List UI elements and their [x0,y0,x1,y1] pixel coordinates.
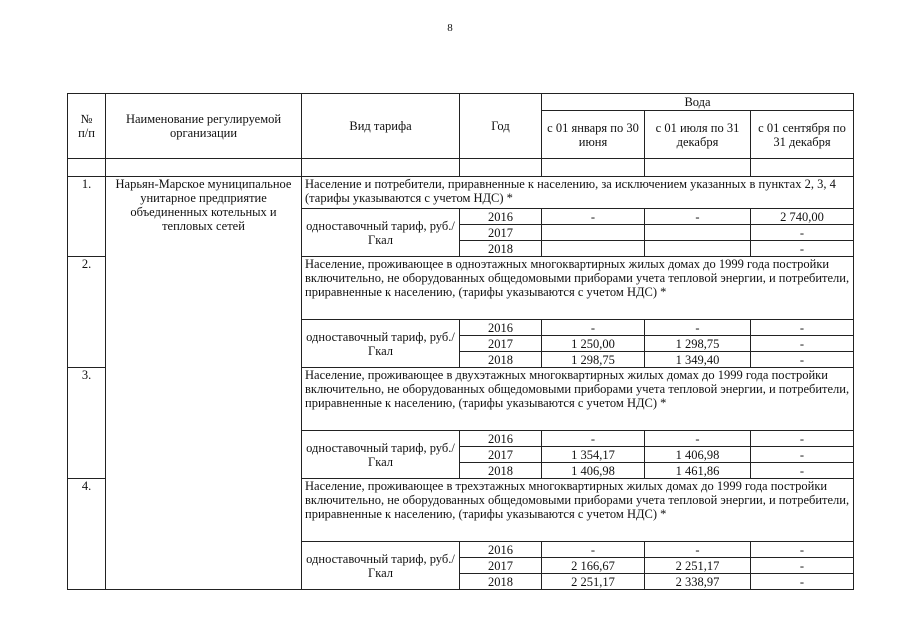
value-jan-jun: 1 354,17 [542,447,645,463]
year-cell: 2016 [460,431,542,447]
header-period-2: с 01 июля по 31 декабря [645,111,751,159]
value-jan-jun: - [542,209,645,225]
value-jul-dec: 2 251,17 [645,558,751,574]
header-period-3: с 01 сентября по 31 декабря [751,111,854,159]
section-number: 2. [68,257,106,368]
section-description: Население, проживающее в двухэтажных многоквартирных жилых домах до 1999 года постройки включительно, не оборудованных общедомовыми приборами учета тепловой энергии, и потребители, приравненные к населению, (тарифы указываются с учетом НДС) * [302,368,854,431]
tariff-table [67,93,854,590]
value-jan-jun: 1 406,98 [542,463,645,479]
header-period-1: с 01 января по 30 июня [542,111,645,159]
year-cell: 2017 [460,336,542,352]
value-sep-dec: - [751,542,854,558]
header-tariff-type: Вид тарифа [302,94,460,159]
value-jul-dec: - [645,542,751,558]
year-cell: 2018 [460,241,542,257]
section-description: Население, проживающее в одноэтажных многоквартирных жилых домах до 1999 года постройки включительно, не оборудованных общедомовыми приборами учета тепловой энергии, и потребители, приравненные к населению, (тарифы указываются с учетом НДС) * [302,257,854,320]
value-jan-jun: - [542,431,645,447]
tariff-type-label: одноставочный тариф, руб./Гкал [302,542,460,590]
value-sep-dec: - [751,352,854,368]
value-jul-dec: - [645,320,751,336]
value-sep-dec: - [751,336,854,352]
value-jul-dec: - [645,431,751,447]
tariff-type-label: одноставочный тариф, руб./Гкал [302,431,460,479]
section-number: 4. [68,479,106,590]
value-jul-dec: 1 349,40 [645,352,751,368]
year-cell: 2017 [460,447,542,463]
section-number: 1. [68,177,106,257]
year-cell: 2016 [460,209,542,225]
year-cell: 2018 [460,574,542,590]
header-water: Вода [542,94,854,111]
value-sep-dec: - [751,463,854,479]
value-sep-dec: - [751,241,854,257]
value-jul-dec: 1 406,98 [645,447,751,463]
section-description: Население, проживающее в трехэтажных многоквартирных жилых домах до 1999 года постройки включительно, не оборудованных общедомовыми приборами учета тепловой энергии, и потребители, приравненные к населению, (тарифы указываются с учетом НДС) * [302,479,854,542]
value-jul-dec: 2 338,97 [645,574,751,590]
year-cell: 2017 [460,225,542,241]
value-jul-dec: 1 461,86 [645,463,751,479]
section-description-row [68,177,854,209]
value-jan-jun: - [542,542,645,558]
value-jan-jun: - [542,320,645,336]
value-jan-jun: 1 250,00 [542,336,645,352]
value-jan-jun [542,241,645,257]
header-year: Год [460,94,542,159]
value-sep-dec: - [751,431,854,447]
year-cell: 2016 [460,320,542,336]
section-description: Население и потребители, приравненные к населению, за исключением указанных в пунктах 2, 3, 4 (тарифы указываются с учетом НДС) * [302,177,854,209]
value-sep-dec: - [751,574,854,590]
value-jan-jun: 2 251,17 [542,574,645,590]
year-cell: 2018 [460,352,542,368]
value-sep-dec: - [751,225,854,241]
tariff-type-label: одноставочный тариф, руб./Гкал [302,209,460,257]
value-sep-dec: - [751,320,854,336]
year-cell: 2017 [460,558,542,574]
value-sep-dec: - [751,447,854,463]
value-jul-dec [645,225,751,241]
organization-name: Нарьян-Марское муниципальное унитарное предприятие объединенных котельных и тепловых сетей [106,177,302,590]
tariff-type-label: одноставочный тариф, руб./Гкал [302,320,460,368]
value-sep-dec: 2 740,00 [751,209,854,225]
value-jul-dec [645,241,751,257]
section-number: 3. [68,368,106,479]
value-sep-dec: - [751,558,854,574]
value-jan-jun: 2 166,67 [542,558,645,574]
value-jan-jun [542,225,645,241]
page-number: 8 [447,22,453,34]
year-cell: 2016 [460,542,542,558]
header-num: № п/п [68,94,106,159]
value-jan-jun: 1 298,75 [542,352,645,368]
value-jul-dec: 1 298,75 [645,336,751,352]
header-organization: Наименование регулируемой организации [106,94,302,159]
value-jul-dec: - [645,209,751,225]
year-cell: 2018 [460,463,542,479]
